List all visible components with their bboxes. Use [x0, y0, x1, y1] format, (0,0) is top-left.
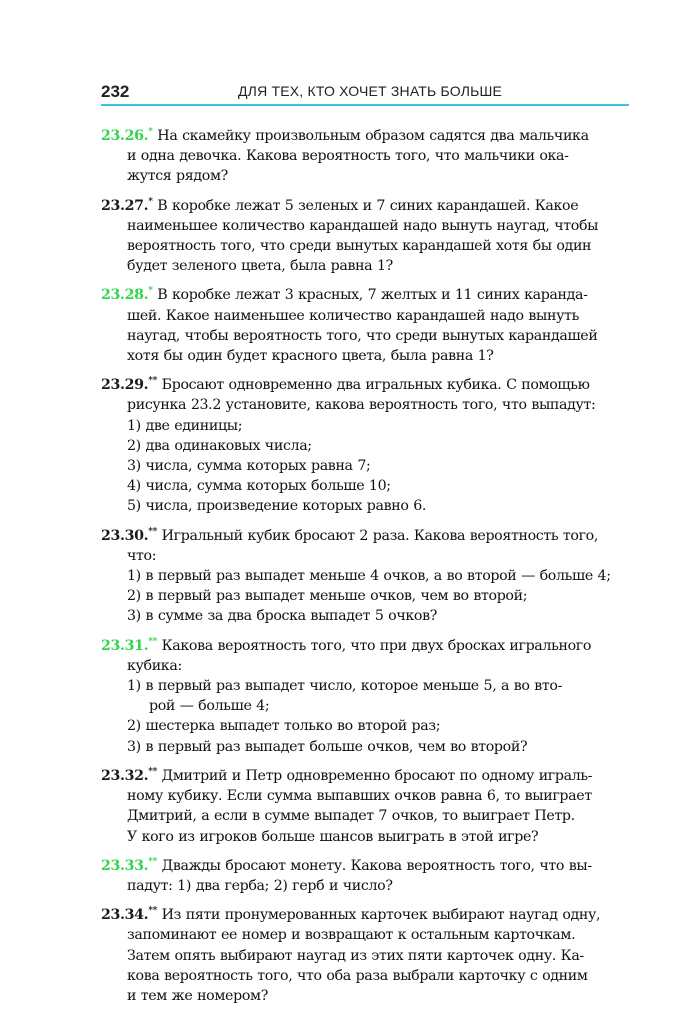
sub-items [101, 416, 630, 517]
sub-item: 3) в сумме за два броска выпадет 5 очков? [127, 608, 437, 625]
problem-text-line: падут: 1) два герба; 2) герб и число? [127, 877, 393, 894]
difficulty-mark: * [148, 196, 153, 207]
problem-text-line: В коробке лежат 5 зеленых и 7 синих карандашей. Какое [157, 197, 579, 214]
problem-text-line: На скамейку произвольным образом садятся два мальчика [157, 128, 589, 144]
problem-23-32 [101, 762, 630, 847]
sub-item: 4) числа, сумма которых больше 10; [127, 478, 391, 495]
sub-item: 2) в первый раз выпадет меньше очков, чем во второй; [127, 588, 528, 605]
sub-items [101, 676, 630, 757]
problem-text-line: наугад, чтобы вероятность того, что среди вынутых карандашей [127, 327, 598, 344]
problem-text-line: Дмитрий и Петр одновременно бросают по одному играль- [161, 767, 593, 784]
problem-text-line: Дмитрий, а если в сумме выпадет 7 очков, то выиграет Петр. [127, 808, 575, 825]
problem-text-line: и одна девочка. Какова вероятность того, что мальчики ока- [127, 148, 569, 165]
problem-text-line: и тем же номером? [127, 987, 268, 1004]
difficulty-mark: * [148, 286, 153, 297]
problem-23-34 [101, 901, 630, 1006]
problem-23-28 [101, 281, 630, 366]
difficulty-mark: ** [148, 376, 157, 387]
problem-23-29 [101, 371, 630, 516]
problem-text-line: Какова вероятность того, что при двух бросках игрального [161, 637, 592, 654]
problem-text-line: кубика: [127, 657, 182, 674]
problem-text-line: хотя бы один будет красного цвета, была равна 1? [127, 348, 494, 365]
problem-number: 23.30. [101, 527, 149, 544]
problem-number: 23.26. [101, 128, 149, 144]
problem-23-33 [101, 852, 630, 896]
running-title: ДЛЯ ТЕХ, КТО ХОЧЕТ ЗНАТЬ БОЛЬШЕ [238, 83, 503, 99]
problem-text-line: что: [127, 547, 157, 564]
problem-number: 23.31. [101, 637, 149, 654]
sub-item: 2) шестерка выпадет только во второй раз; [127, 718, 441, 735]
problem-number: 23.33. [101, 857, 149, 874]
problem-number: 23.28. [101, 287, 149, 304]
problem-text-line: кова вероятность того, что оба раза выбрали карточку с одним [127, 967, 588, 984]
problem-text-line: Дважды бросают монету. Какова вероятность того, что вы- [161, 857, 592, 874]
problem-text-line: Затем опять выбирают наугад из этих пяти карточек одну. Ка- [127, 947, 584, 964]
problem-number: 23.29. [101, 377, 149, 394]
sub-item: 1) в первый раз выпадет меньше 4 очков, а во второй — больше 4; [127, 568, 611, 585]
page-header [101, 82, 629, 106]
problem-text-line: рисунка 23.2 установите, какова вероятность того, что выпадут: [127, 397, 596, 414]
sub-item: 1) две единицы; [127, 417, 243, 434]
problem-number: 23.34. [101, 907, 149, 924]
problem-text-line: Игральный кубик бросают 2 раза. Какова вероятность того, [161, 527, 599, 544]
problem-text-line: будет зеленого цвета, была равна 1? [127, 258, 393, 275]
difficulty-mark: ** [148, 906, 157, 917]
problem-text-line: наименьшее количество карандашей надо вынуть наугад, чтобы [127, 217, 599, 234]
difficulty-mark: ** [148, 526, 157, 537]
page-number: 232 [101, 82, 130, 101]
sub-item: 2) два одинаковых числа; [127, 437, 312, 454]
problem-23-27 [101, 192, 630, 277]
problem-text-line: В коробке лежат 3 красных, 7 желтых и 11 синих каранда- [157, 287, 588, 304]
problem-number: 23.32. [101, 767, 149, 784]
problem-text-line: жутся рядом? [127, 168, 228, 185]
problem-23-31 [101, 632, 630, 757]
difficulty-mark: ** [148, 856, 157, 867]
sub-item: 3) числа, сумма которых равна 7; [127, 458, 371, 475]
problem-text-line: ному кубику. Если сумма выпавших очков равна 6, то выиграет [127, 788, 592, 805]
problems-list [101, 122, 630, 1011]
sub-item: 3) в первый раз выпадет больше очков, чем во второй? [127, 738, 528, 755]
problem-text-line: Из пяти пронумерованных карточек выбирают наугад одну, [161, 907, 601, 924]
difficulty-mark: ** [148, 766, 157, 777]
sub-item-continuation: рой — больше 4; [149, 698, 270, 715]
problem-23-30 [101, 522, 630, 627]
difficulty-mark: ** [148, 636, 157, 647]
problem-text-line: У кого из игроков больше шансов выиграть в этой игре? [127, 828, 539, 845]
difficulty-mark: * [148, 127, 153, 137]
problem-text-line: Бросают одновременно два игральных кубика. С помощью [161, 377, 590, 394]
sub-item: 5) числа, произведение которых равно 6. [127, 498, 427, 515]
sub-item: 1) в первый раз выпадет число, которое меньше 5, а во вто- [127, 678, 563, 695]
sub-items [101, 566, 630, 627]
problem-23-26 [101, 122, 630, 187]
problem-text-line: шей. Какое наименьшее количество карандашей надо вынуть [127, 307, 579, 324]
problem-text-line: запоминают ее номер и возвращают к остальным карточкам. [127, 927, 576, 944]
problem-number: 23.27. [101, 197, 149, 214]
problem-text-line: вероятность того, что среди вынутых карандашей хотя бы один [127, 238, 592, 255]
